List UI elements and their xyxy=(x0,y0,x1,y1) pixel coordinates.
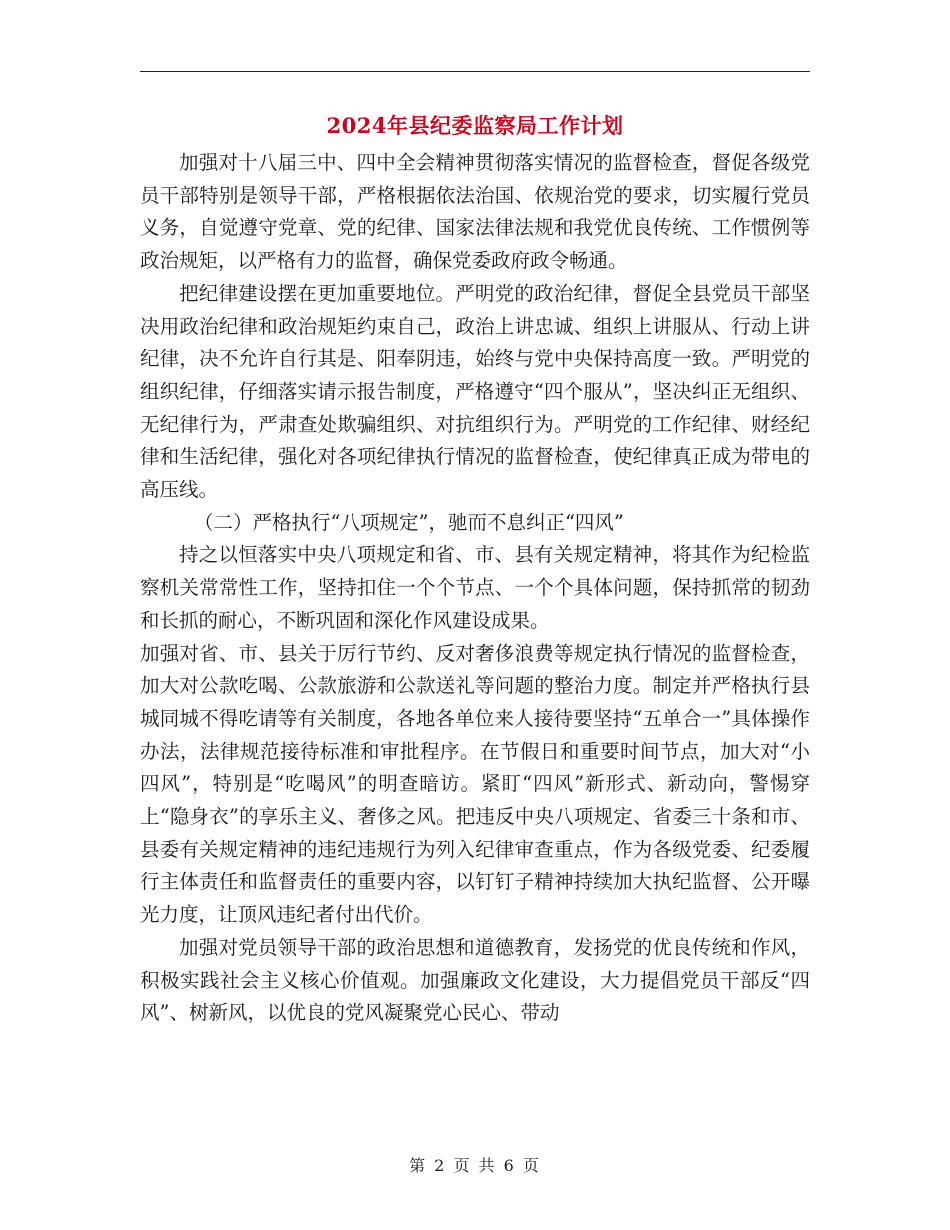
document-title: 2024年县纪委监察局工作计划 xyxy=(326,113,624,138)
paragraph: 加强对党员领导干部的政治思想和道德教育，发扬党的优良传统和作风，积极实践社会主义核心价值观。加强廉政文化建设，大力提倡党员干部反“四风”、树新风，以优良的党风凝聚党心民心、带动 xyxy=(140,935,810,1025)
paragraph: 把纪律建设摆在更加重要地位。严明党的政治纪律，督促全县党员干部坚决用政治纪律和政治规矩约束自己，政治上讲忠诚、组织上讲服从、行动上讲纪律，决不允许自行其是、阳奉阴违，始终与党中央保持高度一致。严明党的组织纪律，仔细落实请示报告制度，严格遵守“四个服从”，坚决纠正无组织、无纪律行为，严肃查处欺骗组织、对抗组织行为。严明党的工作纪律、财经纪律和生活纪律，强化对各项纪律执行情况的监督检查，使纪律真正成为带电的高压线。 xyxy=(140,281,810,502)
page-number: 第 2 页 共 6 页 xyxy=(409,1156,541,1175)
header-rule xyxy=(140,71,810,72)
document-body xyxy=(140,147,810,1030)
paragraph: 持之以恒落实中央八项规定和省、市、县有关规定精神，将其作为纪检监察机关常常性工作，坚持扣住一个个节点、一个个具体问题，保持抓常的韧劲和长抓的耐心，不断巩固和深化作风建设成果。 xyxy=(140,543,810,632)
paragraph: 加强对十八届三中、四中全会精神贯彻落实情况的监督检查，督促各级党员干部特别是领导干部，严格根据依法治国、依规治党的要求，切实履行党员义务，自觉遵守党章、党的纪律、国家法律法规和我党优良传统、工作惯例等政治规矩，以严格有力的监督，确保党委政府政令畅通。 xyxy=(140,151,810,273)
section-heading: （二）严格执行“八项规定”，驰而不息纠正“四风” xyxy=(194,510,624,534)
paragraph: 加强对省、市、县关于厉行节约、反对奢侈浪费等规定执行情况的监督检查，加大对公款吃喝、公款旅游和公款送礼等问题的整治力度。制定并严格执行县城同城不得吃请等有关制度，各地各单位来人接待要坚持“五单合一”具体操作办法，法律规范接待标准和审批程序。在节假日和重要时间节点，加大对“小四风”，特别是“吃喝风”的明查暗访。紧盯“四风”新形式、新动向，警惕穿上“隐身衣”的享乐主义、奢侈之风。把违反中央八项规定、省委三十条和市、县委有关规定精神的违纪违规行为列入纪律审查重点，作为各级党委、纪委履行主体责任和监督责任的重要内容，以钉钉子精神持续加大执纪监督、公开曝光力度，让顶风违纪者付出代价。 xyxy=(140,641,810,927)
